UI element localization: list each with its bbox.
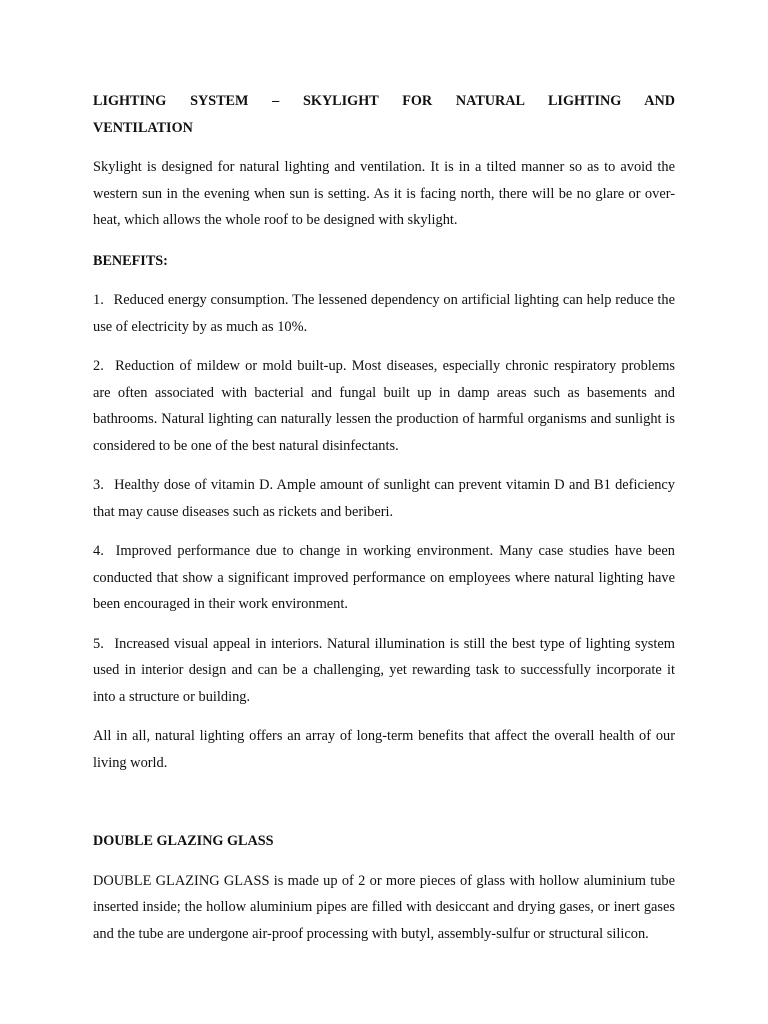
list-item <box>93 287 675 340</box>
section-double-glazing <box>93 828 675 947</box>
list-item-number: 3. <box>93 477 104 493</box>
benefits-list <box>93 287 675 710</box>
title-line-1: LIGHTING SYSTEM – SKYLIGHT FOR NATURAL LIGHTING AND <box>93 93 675 109</box>
benefits-heading: BENEFITS: <box>93 252 168 269</box>
section-lighting-system <box>93 88 675 776</box>
list-item-number: 4. <box>93 543 104 559</box>
list-item <box>93 631 675 711</box>
list-item-text: Increased visual appeal in interiors. Natural illumination is still the best type of lighting system used in interior design and can be a challenging, yet rewarding task to successfully incorporate it into a structure or building. <box>93 635 675 705</box>
double-glazing-paragraph: DOUBLE GLAZING GLASS is made up of 2 or more pieces of glass with hollow aluminium tube inserted inside; the hollow aluminium pipes are filled with desiccant and drying gases, or inert gases and the tube are undergone air-proof processing with butyl, assembly-sulfur or structural silicon. <box>93 872 675 942</box>
list-item-text: Improved performance due to change in working environment. Many case studies have been conducted that show a significant improved performance on employees where natural lighting have been encouraged in their work environment. <box>93 543 675 612</box>
list-item <box>93 353 675 459</box>
list-item-number: 5. <box>93 635 104 652</box>
list-item-number: 1. <box>93 292 104 308</box>
list-item-number: 2. <box>93 358 104 374</box>
list-item-text: Reduced energy consumption. The lessened dependency on artificial lighting can help reduce the use of electricity by as much as 10%. <box>93 292 675 335</box>
section-title-double-glazing: DOUBLE GLAZING GLASS <box>93 833 274 849</box>
intro-paragraph: Skylight is designed for natural lighting and ventilation. It is in a tilted manner so as to avoid the western sun in the evening when sun is setting. As it is facing north, there will be no glare or over-heat, which allows the whole roof to be designed with skylight. <box>93 159 675 228</box>
list-item <box>93 538 675 618</box>
list-item-text: Healthy dose of vitamin D. Ample amount of sunlight can prevent vitamin D and B1 deficiency that may cause diseases such as rickets and beriberi. <box>93 477 675 520</box>
conclusion-paragraph: All in all, natural lighting offers an array of long-term benefits that affect the overall health of our living world. <box>93 728 675 771</box>
document-page <box>93 88 675 947</box>
section-title-lighting <box>93 88 675 141</box>
list-item <box>93 472 675 525</box>
title-line-2: VENTILATION <box>93 119 193 136</box>
list-item-text: Reduction of mildew or mold built-up. Most diseases, especially chronic respiratory problems are often associated with bacterial and fungal built up in damp areas such as basements and bathrooms. Natural lighting can naturally lessen the production of harmful organisms and sunlight is considered to be one of the best natural disinfectants. <box>93 358 675 454</box>
